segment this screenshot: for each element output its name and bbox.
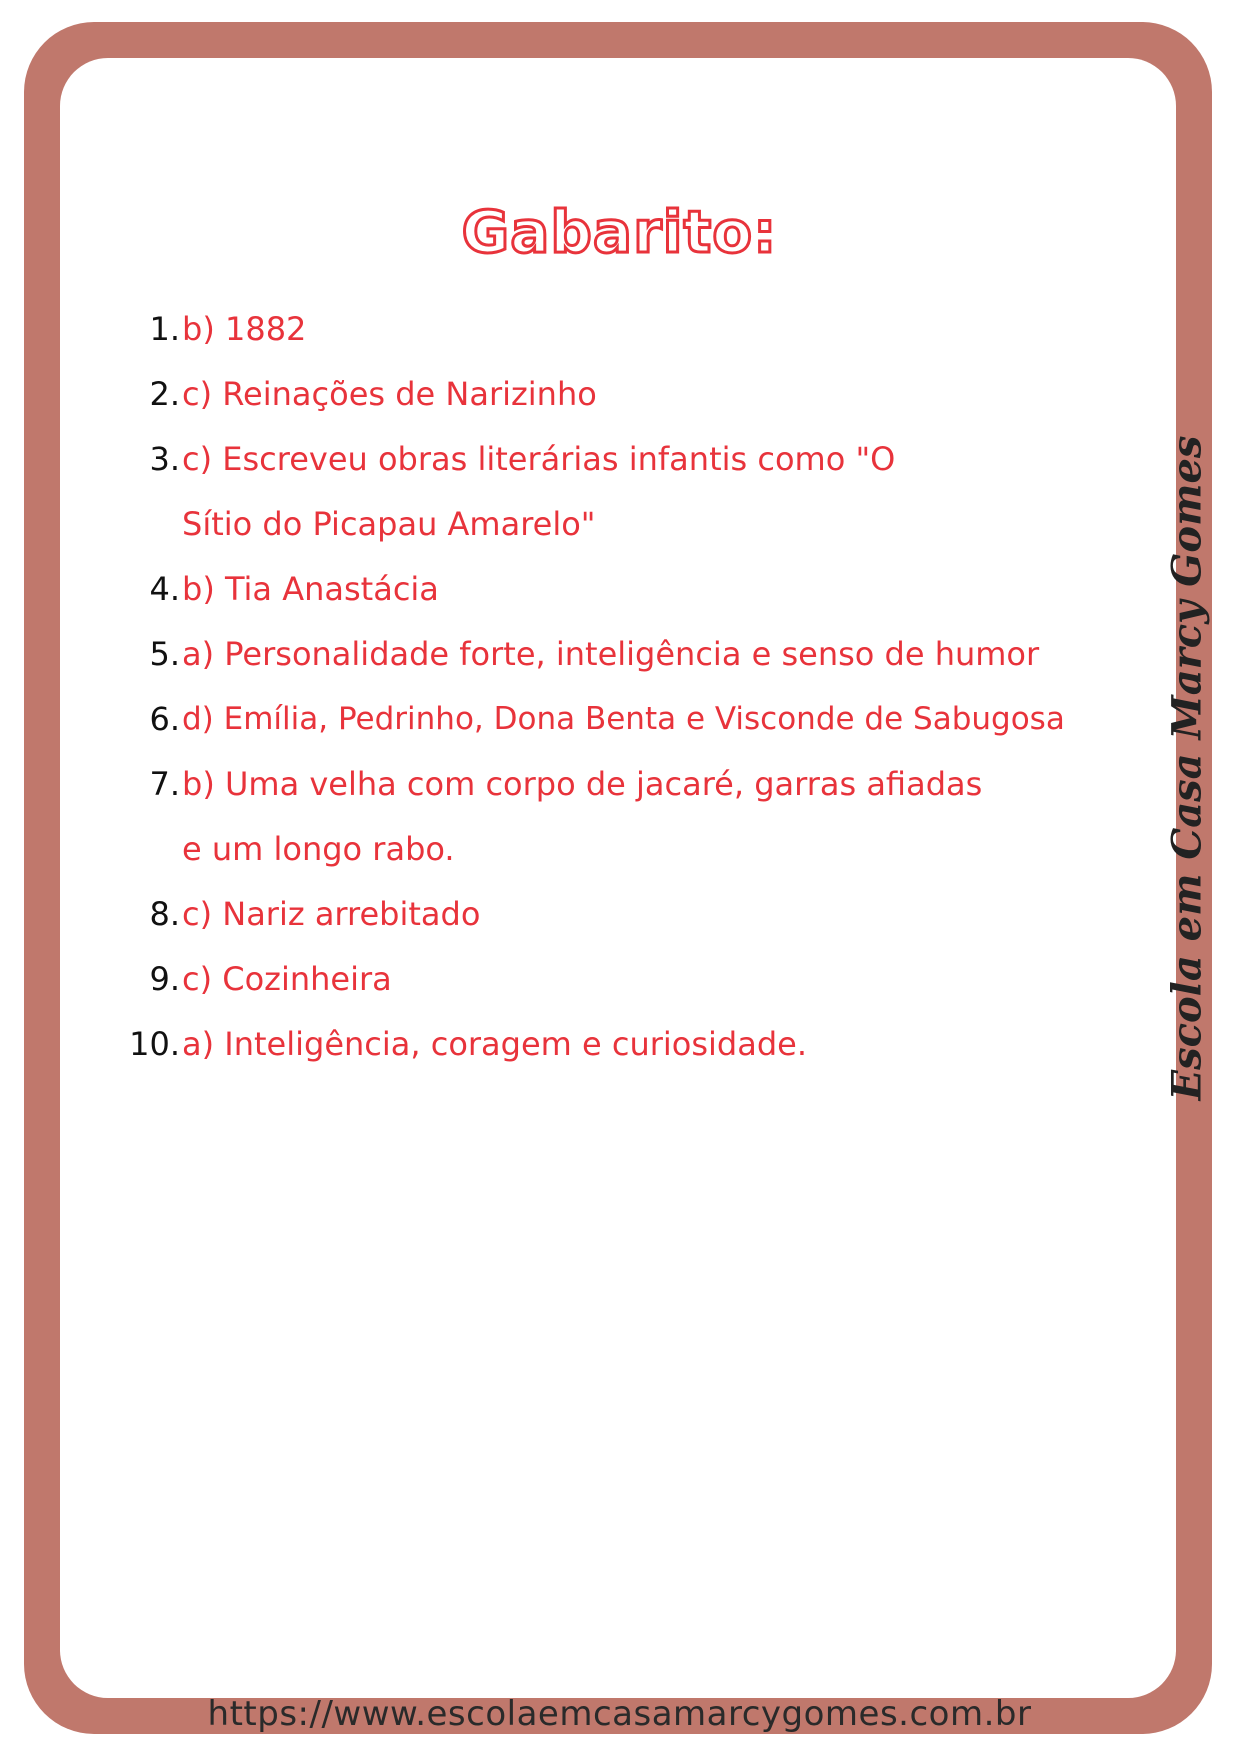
list-item [110,622,1110,687]
answer-number: 1. [149,310,180,348]
answer-number: 8. [149,895,180,933]
list-item [110,882,1110,947]
answer-text: c) Reinações de Narizinho [182,375,597,413]
answer-text: b) Uma velha com corpo de jacaré, garras afiadas e um longo rabo. [182,765,983,868]
list-item [110,297,1110,362]
answer-number: 4. [149,570,180,608]
page-title: Gabarito: [461,198,778,266]
answer-text: b) Tia Anastácia [182,570,439,608]
answer-text: d) Emília, Pedrinho, Dona Benta e Visconde de Sabugosa [182,701,1065,737]
list-item [110,362,1110,427]
list-item [110,1012,1110,1077]
answer-text: a) Personalidade forte, inteligência e senso de humor [182,635,1040,673]
answer-number: 3. [149,440,180,478]
answer-number: 10. [129,1025,180,1063]
footer-url[interactable]: https://www.escolaemcasamarcygomes.com.br [207,1694,1032,1734]
answer-text: c) Nariz arrebitado [182,895,481,933]
answer-number: 7. [149,765,180,803]
answer-text: c) Escreveu obras literárias infantis como "O Sítio do Picapau Amarelo" [182,440,896,543]
answer-text: b) 1882 [182,310,307,348]
list-item [110,557,1110,622]
side-watermark-label: Escola em Casa Marcy Gomes [1163,435,1211,1101]
answer-number: 2. [149,375,180,413]
answer-number: 6. [149,700,180,738]
answer-text: a) Inteligência, coragem e curiosidade. [182,1025,808,1063]
answer-text: c) Cozinheira [182,960,392,998]
list-item [110,947,1110,1012]
list-item [110,687,1110,752]
answer-number: 9. [149,960,180,998]
answer-number: 5. [149,635,180,673]
list-item [110,427,1110,557]
list-item [110,752,1110,882]
answer-list [110,297,1110,1077]
